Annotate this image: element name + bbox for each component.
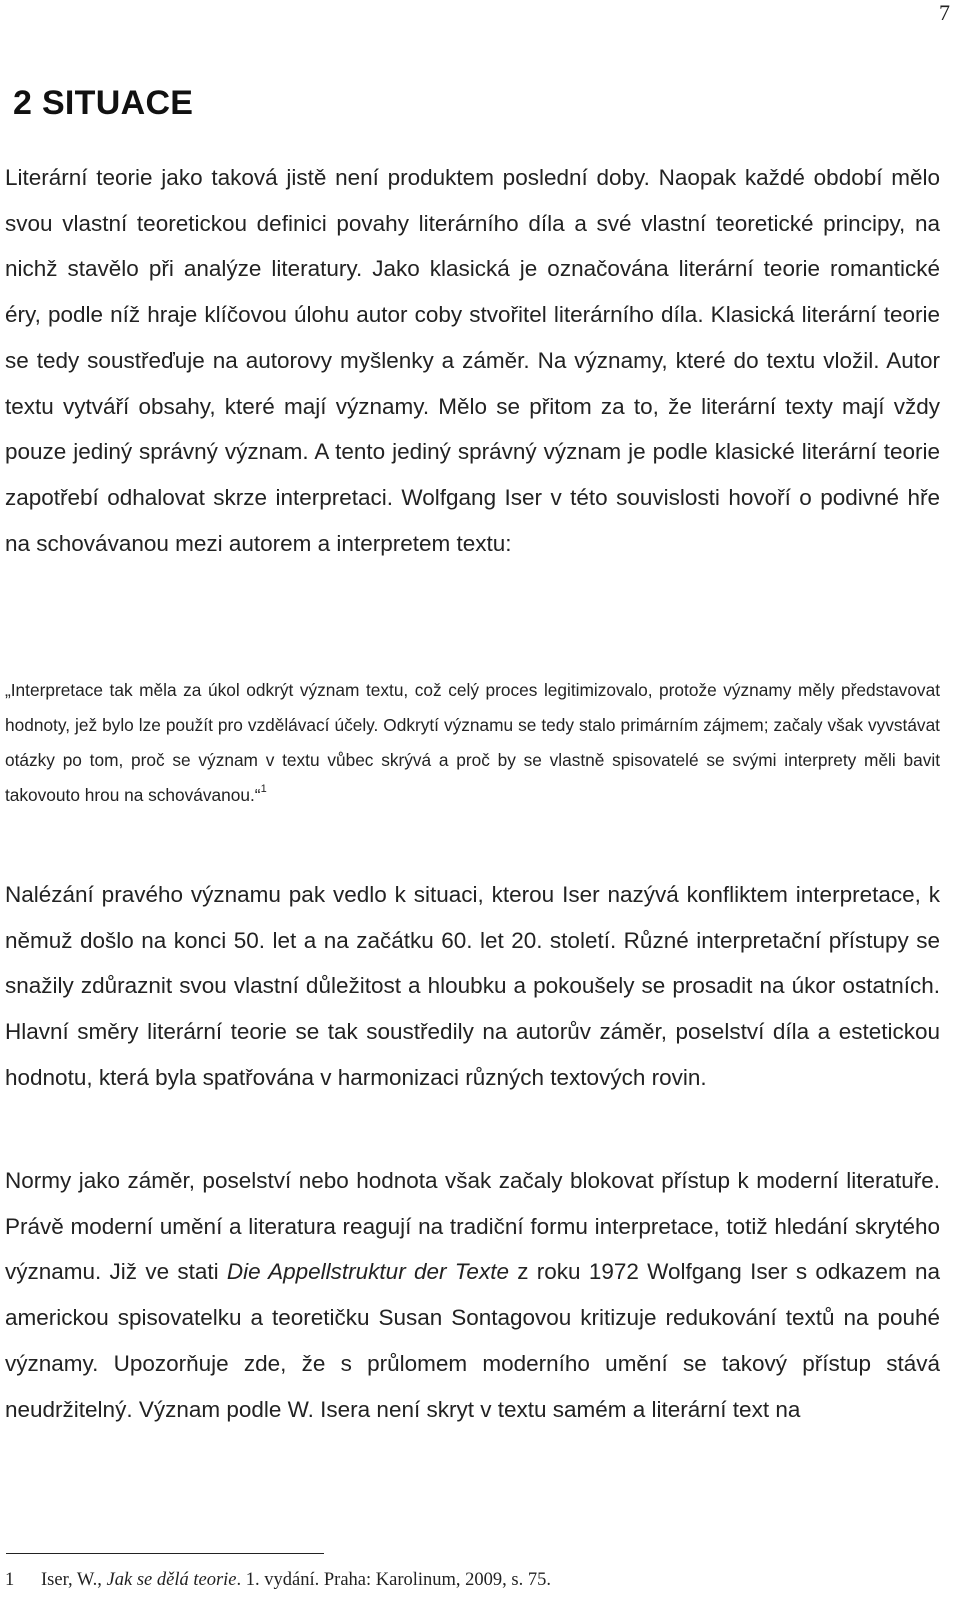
paragraph-intro: Literární teorie jako taková jistě není produktem poslední doby. Naopak každé období mělo svou vlastní teoretickou definici povahy literárního díla a své vlastní teoretické principy, na nichž stavělo při analýze literatury. Jako klasická je označována literární teorie romantické éry, podle níž hraje klíčovou úlohu autor coby stvořitel literárního díla. Klasická literární teorie se tedy soustřeďuje na autorovy myšlenky a záměr. Na významy, které do textu vložil. Autor textu vytváří obsahy, které mají významy. Mělo se přitom za to, že literární texty mají vždy pouze jediný správný význam. A tento jediný správný význam je podle klasické literární teorie zapotřebí odhalovat skrze interpretaci. Wolfgang Iser v této souvislosti hovoří o podivné hře na schovávanou mezi autorem a interpretem textu: — [5, 165, 940, 556]
work-title: Die Appellstruktur der Texte — [226, 1259, 509, 1285]
footnote-reference[interactable]: 1 — [260, 783, 267, 796]
paragraph-norms-start: Normy jako záměr, poselství nebo hodnota však začaly blokovat přístup k moderní literatuře. Právě moderní umění a literatura reagují na tradiční formu interpretace, totiž hledání skrytého významu. Již ve stati — [5, 1168, 940, 1285]
quote-text: „Interpretace tak měla za úkol odkrýt význam textu, což celý proces legitimizovalo, protože významy měly představovat hodnoty, jež bylo lze použít pro vzdělávací účely. Odkrytí významu se tedy stalo primárním zájmem; začaly však vyvstávat otázky po tom, proč se význam v textu vůbec skrývá a proč by se vlastně spisovatelé se svými interprety měli bavit takovouto hrou na schovávanou.“ — [5, 680, 940, 805]
footnote-number: 1 — [5, 1570, 15, 1590]
paragraph-conflict: Nalézání pravého významu pak vedlo k situaci, kterou Iser nazývá konfliktem interpretace, k němuž došlo na konci 50. let a na začátku 60. let 20. století. Různé interpretační přístupy se snažily zdůraznit svou vlastní důležitost a hloubku a pokoušely se prosadit na úkor ostatních. Hlavní směry literární teorie se tak soustředily na autorův záměr, poselství díla a estetickou hodnotu, která byla spatřována v harmonizaci různých textových rovin. — [5, 882, 940, 1090]
block-quote — [5, 673, 940, 813]
paragraph-norms-end: z roku 1972 Wolfgang Iser s odkazem na americkou spisovatelku a teoretičku Susan Sontagovou kritizuje redukování textů na pouhé významy. Upozorňuje zde, že s průlomem moderního umění se takový přístup stává neudržitelný. Význam podle W. Isera není skryt v textu samém a literární text na — [5, 1259, 940, 1422]
page-number: 7 — [939, 0, 950, 25]
footnote — [5, 1570, 551, 1591]
footnote-divider — [6, 1553, 324, 1554]
footnote-title: Jak se dělá teorie — [106, 1570, 237, 1590]
footnote-publication: . 1. vydání. Praha: Karolinum, 2009, s. 75. — [236, 1570, 551, 1590]
paragraph-norms — [5, 1158, 940, 1432]
footnote-author: Iser, W., — [41, 1570, 107, 1590]
chapter-title: 2 SITUACE — [13, 84, 194, 122]
